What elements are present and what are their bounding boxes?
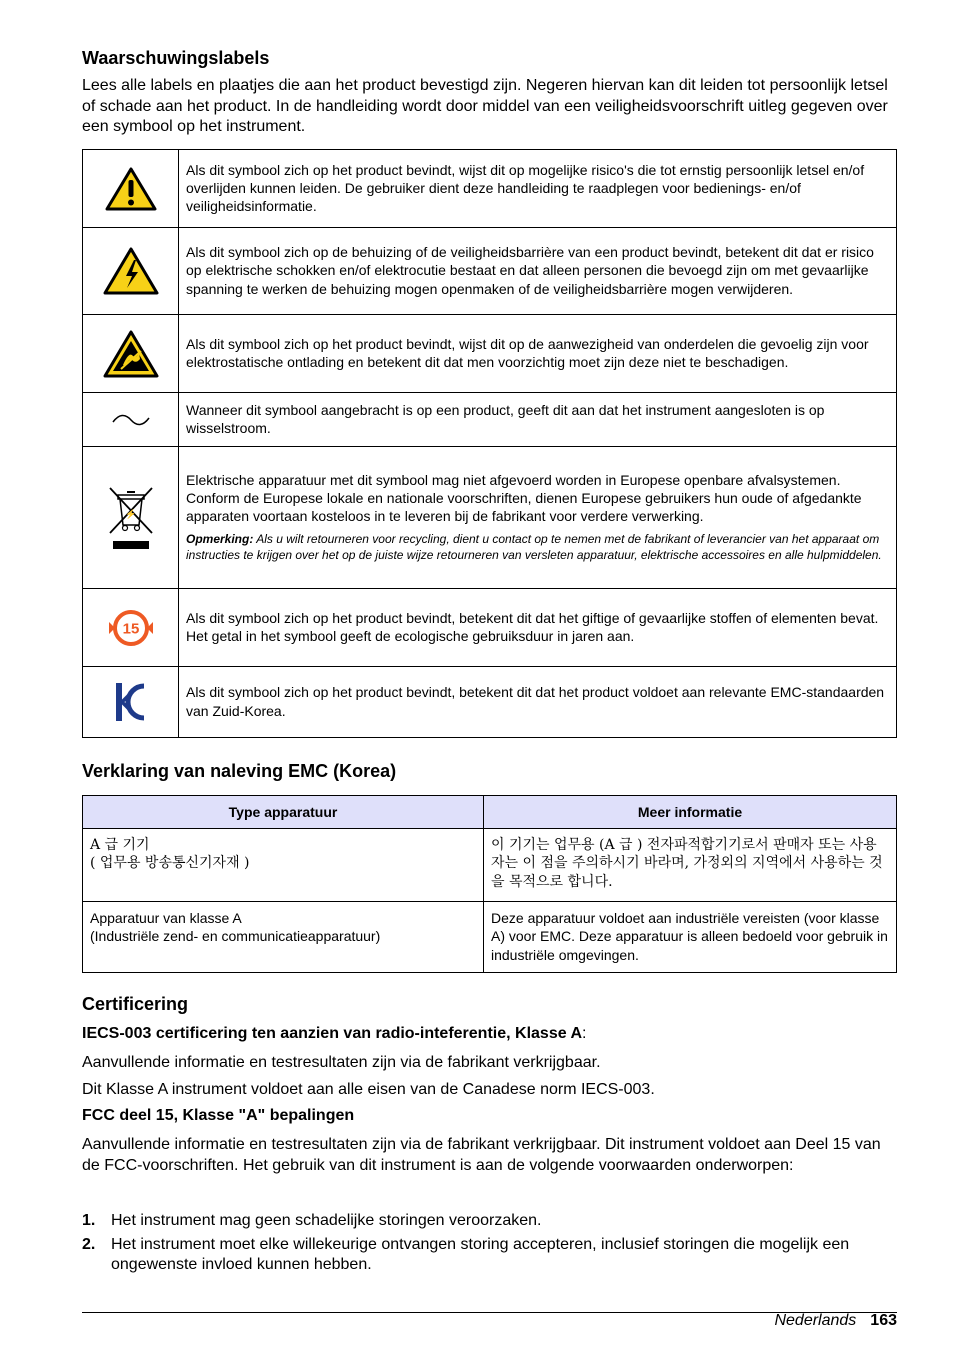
column-header-info: Meer informatie [484, 796, 897, 829]
emc-korea-table [82, 795, 897, 973]
esd-hazard-icon [103, 329, 159, 379]
iecs-subheading-colon: : [582, 1025, 587, 1042]
rohs-years-label: 15 [122, 620, 139, 637]
fcc-paragraph: Aanvullende informatie en testresultaten zijn via de fabrikant verkrijgbaar. Dit instrument voldoet aan Deel 15 van de FCC-voorschriften. Het gebruik van dit instrument is aan de volgende voorwaarden onderworpen: [82, 1136, 881, 1174]
table-row [83, 447, 897, 589]
type-line-2: (Industriële zend- en communicatieapparatuur) [90, 928, 381, 945]
table-row [83, 228, 897, 315]
note-text: Als u wilt retourneren voor recycling, dient u contact op te nemen met de fabrikant of leverancier van het apparaat om instructies te krijgen over het op de juiste wijze retourneren van versleten apparatuur, elektrische accessoires en alle hulpmiddelen. [186, 532, 882, 562]
symbols-table [82, 149, 897, 738]
table-row [83, 902, 897, 973]
symbol-description: Als dit symbool zich op het product bevindt, wijst dit op mogelijke risico's die tot ernstig persoonlijk letsel en/of overlijden kunnen leiden. De gebruiker dient deze handleiding te raadplegen voor bedienings- en/of veiligheidsinformatie. [179, 150, 897, 228]
type-line-1: Apparatuur van klasse A [90, 910, 242, 926]
symbol-description: Als dit symbool zich op de behuizing of de veiligheidsbarrière van een product bevindt, betekent dit dat er risico op elektrische schokken en/of elektrocutie bestaat en dat alleen personen die bevoegd zijn om met gevaarlijke spanning te werken de behuizing mogen openmaken of de veiligheidsbarrière mogen verwijderen. [179, 228, 897, 315]
type-line-2: ( 업무용 방송통신기자재 ) [90, 855, 250, 872]
conditions-list [82, 1211, 897, 1279]
iecs-paragraph-2: Dit Klasse A instrument voldoet aan alle eisen van de Canadese norm IECS-003. [82, 1081, 655, 1098]
electrical-hazard-icon [103, 246, 159, 296]
table-header-row [83, 796, 897, 829]
info-cell: 이 기기는 업무용 (A 급 ) 전자파적합기기로서 판매자 또는 사용자는 이 점을 주의하시기 바라며, 가정외의 지역에서 사용하는 것을 목적으로 합니다. [484, 829, 897, 902]
weee-crossed-bin-icon [106, 485, 156, 551]
list-item-number: 2. [82, 1235, 96, 1253]
page-footer [774, 1312, 897, 1330]
list-item-number: 1. [82, 1212, 96, 1229]
warning-labels-intro: Lees alle labels en plaatjes die aan het product bevestigd zijn. Negeren hiervan kan dit leiden tot persoonlijk letsel of schade aan het product. In de handleiding wordt door middel van een veiligheidsvoorschrift uitleg gegeven over een symbool op het instrument. [82, 77, 888, 135]
list-item [82, 1235, 897, 1276]
table-row [83, 150, 897, 228]
footer-language: Nederlands [774, 1312, 857, 1329]
svg-text:⚡: ⚡ [124, 508, 137, 519]
symbol-description: Elektrische apparatuur met dit symbool mag niet afgevoerd worden in Europese openbare afvalsystemen. Conform de Europese lokale en nationale voorschriften, dienen Europese gebruikers hun oude of afgedankte apparaten voortaan kosteloos in te leveren bij de fabrikant voor verdere verwerking. [186, 471, 862, 525]
type-line-1: A 급 기기 [90, 837, 150, 853]
symbol-description: Wanneer dit symbool aangebracht is op een product, geeft dit aan dat het instrument aangesloten is op wisselstroom. [179, 393, 897, 447]
section-title-certification: Certificering [82, 994, 189, 1014]
warning-triangle-icon [105, 166, 157, 212]
info-cell: Deze apparatuur voldoet aan industriële vereisten (voor klasse A) voor EMC. Deze apparatuur is alleen bedoeld voor gebruik in industriële omgevingen. [484, 902, 897, 973]
symbol-description: Als dit symbool zich op het product bevindt, betekent dit dat het product voldoet aan relevante EMC-standaarden van Zuid-Korea. [179, 667, 897, 738]
table-row [83, 667, 897, 738]
page-number: 163 [870, 1312, 897, 1329]
list-item-text: Het instrument mag geen schadelijke storingen veroorzaken. [111, 1212, 542, 1229]
symbol-description: Als dit symbool zich op het product bevindt, betekent dit dat het giftige of gevaarlijke stoffen of elementen bevat. Het getal in het symbool geeft de ecologische gebruiksduur in jaren aan. [179, 589, 897, 667]
table-row [83, 829, 897, 902]
alternating-current-icon [111, 412, 151, 428]
table-row [83, 589, 897, 667]
column-header-type: Type apparatuur [83, 796, 484, 829]
section-title-emc-korea: Verklaring van naleving EMC (Korea) [82, 761, 397, 781]
section-title-warning-labels: Waarschuwingslabels [82, 48, 270, 68]
list-item [82, 1211, 897, 1232]
kc-mark-icon [114, 680, 148, 724]
note-label: Opmerking: [186, 532, 254, 547]
symbol-description: Als dit symbool zich op het product bevindt, wijst dit op de aanwezigheid van onderdelen die gevoelig zijn voor elektrostatische ontlading en betekent dit dat men voorzichtig moet zijn deze niet te beschadigen. [179, 315, 897, 393]
table-row [83, 393, 897, 447]
table-row [83, 315, 897, 393]
fcc-subheading: FCC deel 15, Klasse "A" bepalingen [82, 1107, 355, 1124]
iecs-paragraph-1: Aanvullende informatie en testresultaten zijn via de fabrikant verkrijgbaar. [82, 1054, 601, 1071]
list-item-text: Het instrument moet elke willekeurige ontvangen storing accepteren, inclusief storingen die mogelijk een ongewenste invloed kunnen hebben. [111, 1235, 850, 1273]
recycling-note [186, 532, 886, 563]
iecs-subheading-text: IECS-003 certificering ten aanzien van radio-inteferentie, Klasse A [82, 1025, 583, 1042]
iecs-subheading [82, 1025, 586, 1043]
china-rohs-15-icon [106, 606, 156, 650]
